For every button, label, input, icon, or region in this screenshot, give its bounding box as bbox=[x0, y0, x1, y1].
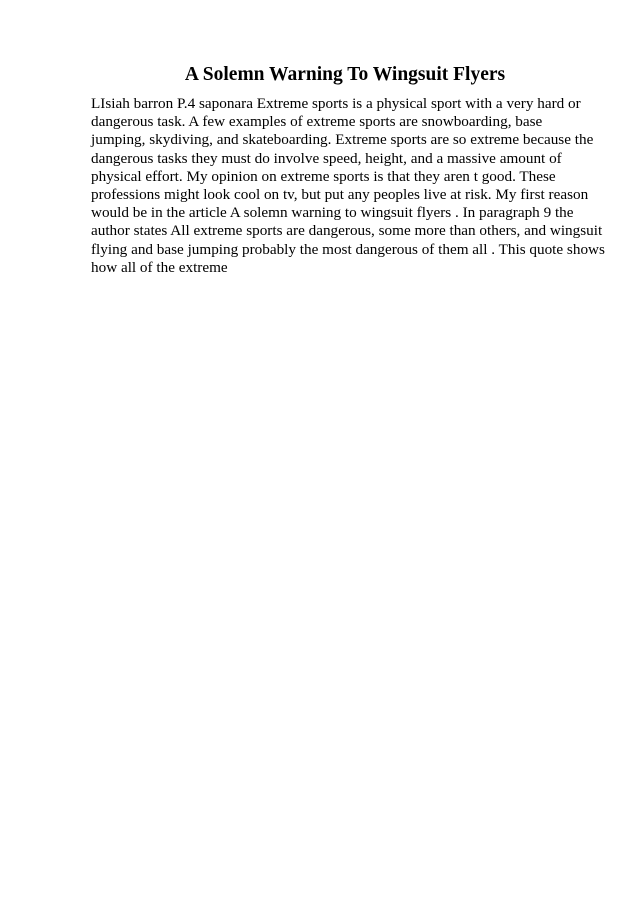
body-line: professions might look cool on tv, but put any peoples live at risk. My first reason bbox=[91, 186, 589, 204]
body-line: LIsiah barron P.4 saponara Extreme sports is a physical sport with a very hard or bbox=[91, 95, 581, 112]
body-line: dangerous task. A few examples of extreme sports are snowboarding, base bbox=[91, 113, 543, 131]
document-body bbox=[91, 95, 611, 277]
body-line: would be in the article A solemn warning to wingsuit flyers . In paragraph 9 the bbox=[91, 204, 574, 222]
body-line: author states All extreme sports are dangerous, some more than others, and wingsuit bbox=[91, 222, 603, 240]
body-line: flying and base jumping probably the most dangerous of them all . This quote shows bbox=[91, 240, 605, 258]
document-title: A Solemn Warning To Wingsuit Flyers bbox=[184, 64, 506, 85]
body-line: physical effort. My opinion on extreme sports is that they aren t good. These bbox=[91, 167, 556, 185]
body-line: dangerous tasks they must do involve speed, height, and a massive amount of bbox=[91, 149, 562, 167]
body-line: jumping, skydiving, and skateboarding. Extreme sports are so extreme because the bbox=[91, 131, 594, 149]
body-line: how all of the extreme bbox=[91, 258, 228, 276]
